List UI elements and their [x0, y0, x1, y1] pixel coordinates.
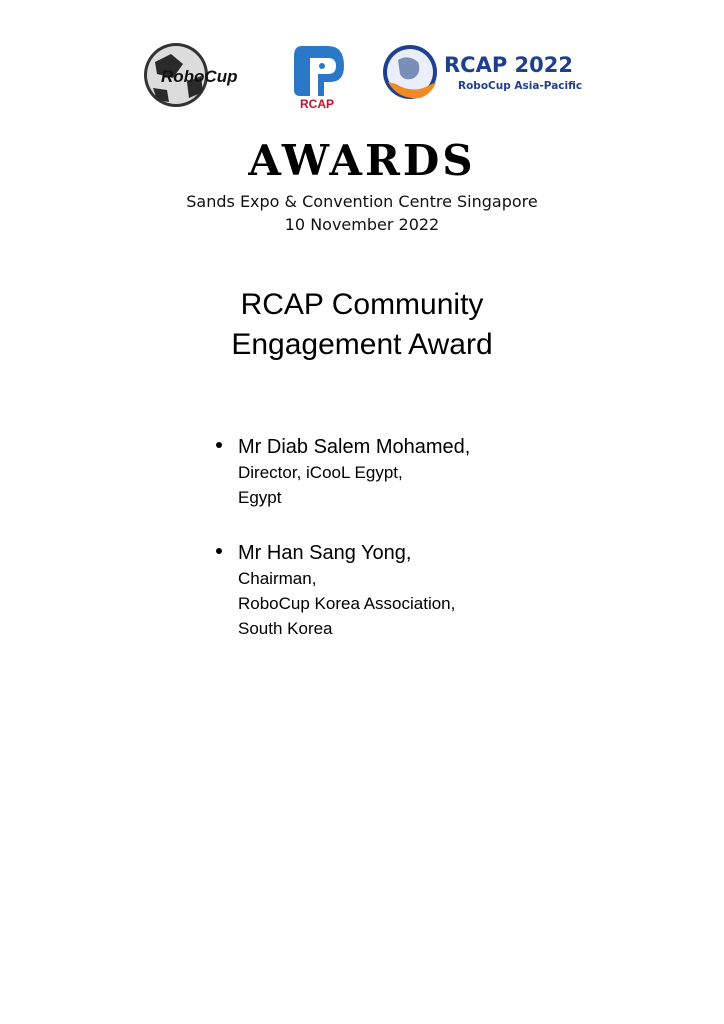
recipient-organization: RoboCup Korea Association,	[238, 594, 456, 613]
recipient-country: South Korea	[238, 619, 333, 638]
rcap-2022-logo-subtext: RoboCup Asia-Pacific	[458, 80, 583, 92]
award-title	[0, 285, 724, 365]
recipient-title: Chairman,	[238, 569, 317, 588]
rcap-2022-logo-text: RCAP 2022	[444, 53, 573, 77]
rcap-logo	[288, 40, 346, 110]
award-title-line-1: RCAP Community	[240, 288, 484, 321]
awards-title: AWARDS	[248, 136, 476, 185]
recipient-name: Mr Han Sang Yong,	[238, 542, 412, 564]
award-title-line-2: Engagement Award	[231, 328, 493, 361]
robocup-logo-text: RoboCup	[161, 67, 238, 86]
logo-bar	[0, 38, 724, 110]
recipient-item	[214, 540, 634, 641]
event-venue: Sands Expo & Convention Centre Singapore	[186, 192, 538, 211]
event-date: 10 November 2022	[284, 215, 440, 234]
recipient-country: Egypt	[238, 488, 282, 507]
recipient-title: Director, iCooL Egypt,	[238, 463, 403, 482]
robocup-logo	[143, 42, 255, 108]
bullet-icon	[216, 442, 222, 448]
recipient-item	[214, 434, 634, 510]
recipient-list	[214, 434, 634, 671]
rcap-2022-logo	[378, 42, 588, 104]
bullet-icon	[216, 548, 222, 554]
recipient-name: Mr Diab Salem Mohamed,	[238, 436, 471, 458]
rcap-logo-text: RCAP	[299, 97, 335, 110]
